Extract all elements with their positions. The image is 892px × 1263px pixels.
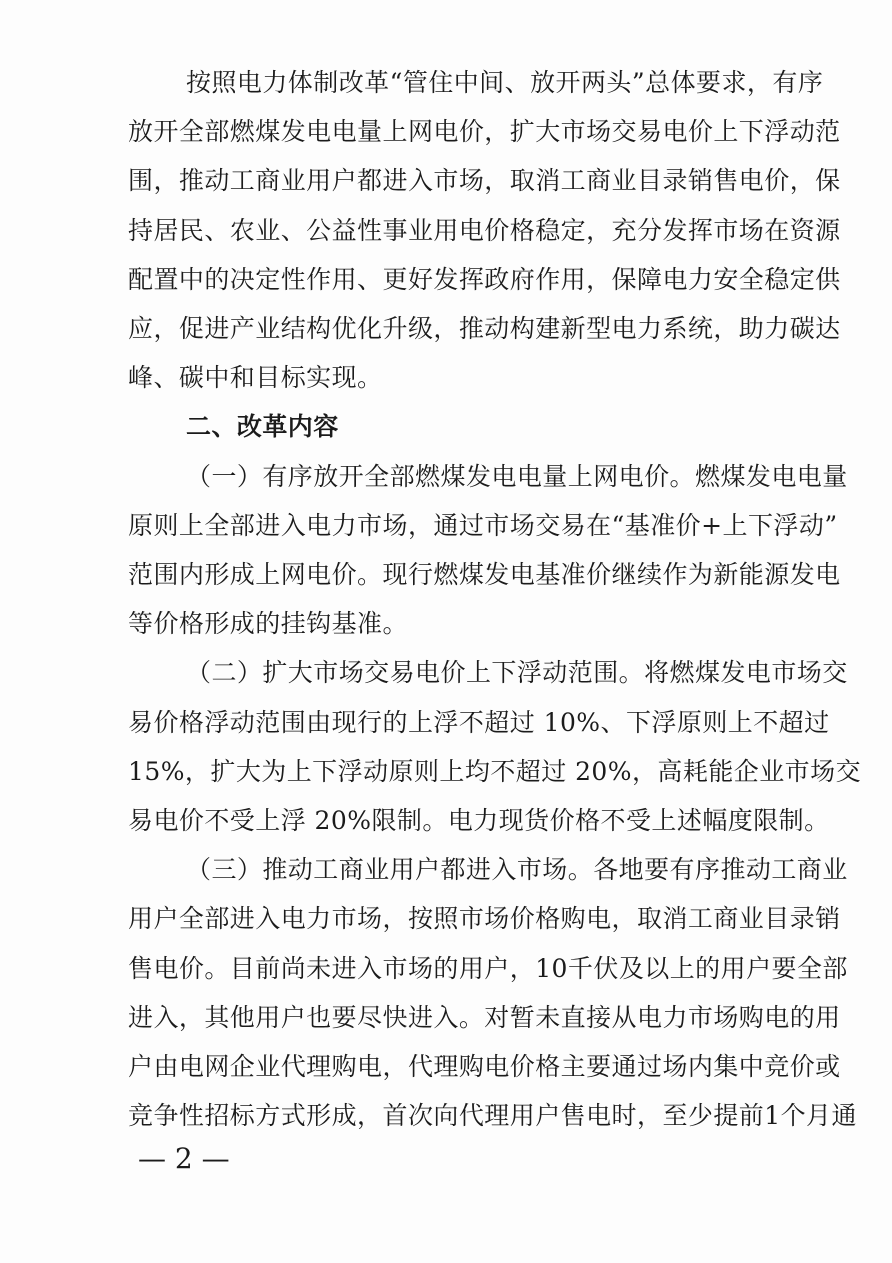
paragraph-line: （三）推动工商业用户都进入市场。各地要有序推动工商业 [186, 855, 848, 885]
page-number: — 2 — [138, 1142, 230, 1175]
paragraph-line: 范围内形成上网电价。现行燃煤发电基准价继续作为新能源发电 [128, 560, 841, 589]
paragraph-line: 15%，扩大为上下浮动原则上均不超过 20%，高耗能企业市场交 [128, 756, 862, 786]
paragraph-line: （二）扩大市场交易电价上下浮动范围。将燃煤发电市场交 [186, 658, 848, 688]
paragraph-line: 配置中的决定性作用、更好发挥政府作用，保障电力安全稳定供 [128, 264, 841, 294]
paragraph-line: 应，促进产业结构优化升级，推动构建新型电力系统，助力碳达 [128, 314, 841, 343]
paragraph-line: 峰、碳中和目标实现。 [128, 363, 383, 393]
section-heading: 二、改革内容 [186, 412, 339, 442]
paragraph-line: 放开全部燃煤发电电量上网电价，扩大市场交易电价上下浮动范 [128, 117, 841, 147]
paragraph-line: 易电价不受上浮 20%限制。电力现货价格不受上述幅度限制。 [128, 806, 830, 835]
paragraph-line: 等价格形成的挂钩基准。 [128, 609, 408, 639]
paragraph-line: 售电价。目前尚未进入市场的用户，10千伏及以上的用户要全部 [128, 953, 848, 983]
paragraph-line: 原则上全部进入电力市场，通过市场交易在“基准价+上下浮动” [128, 510, 838, 540]
paragraph-line: （一）有序放开全部燃煤发电电量上网电价。燃煤发电电量 [186, 461, 848, 491]
paragraph-line: 围，推动工商业用户都进入市场，取消工商业目录销售电价，保 [128, 166, 841, 196]
paragraph-line: 户由电网企业代理购电，代理购电价格主要通过场内集中竞价或 [128, 1052, 841, 1081]
paragraph-line: 用户全部进入电力市场，按照市场价格购电，取消工商业目录销 [128, 904, 841, 934]
paragraph-line: 竞争性招标方式形成，首次向代理用户售电时，至少提前1个月通 [128, 1101, 857, 1131]
paragraph-line: 持居民、农业、公益性事业用电价格稳定，充分发挥市场在资源 [128, 215, 841, 245]
paragraph-line: 易价格浮动范围由现行的上浮不超过 10%、下浮原则上不超过 [128, 707, 830, 737]
paragraph-line: 按照电力体制改革“管住中间、放开两头”总体要求，有序 [186, 68, 824, 97]
paragraph-line: 进入，其他用户也要尽快进入。对暂未直接从电力市场购电的用 [128, 1002, 841, 1032]
